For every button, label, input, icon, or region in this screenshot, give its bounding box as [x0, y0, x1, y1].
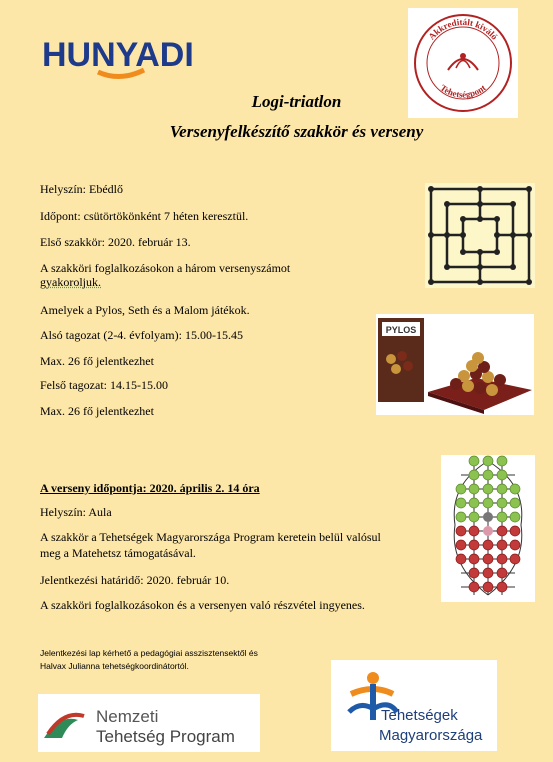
verseny-idopont: A verseny időpontja: 2020. április 2. 14 óra [40, 481, 260, 495]
info-felso-tagozat: Felső tagozat: 14.15-15.00 [40, 378, 168, 392]
tm-line-1: Tehetségek [381, 707, 458, 724]
ntp-line-1: Nemzeti [96, 707, 159, 726]
info-gyakorol-2: gyakoroljuk. [40, 275, 101, 289]
page-title: Logi-triatlon [251, 92, 342, 111]
footer-note-1: Jelentkezési lap kérhető a pedagógiai asszisztensektől és [40, 648, 258, 658]
verseny-helyszin: Helyszín: Aula [40, 505, 112, 519]
info-jatekok: Amelyek a Pylos, Seth és a Malom játékok. [40, 303, 250, 317]
tehetsegek-magyarorszaga-logo [331, 660, 497, 751]
info-also-tagozat: Alsó tagozat (2-4. évfolyam): 15.00-15.45 [40, 328, 243, 342]
badge-top-text: Akkreditált kiváló [426, 16, 500, 42]
info-helyszin: Helyszín: Ebédlő [40, 182, 123, 196]
badge-bottom-text: Tehetségpont [438, 82, 488, 100]
pylos-game-image [376, 314, 534, 415]
hunyadi-logo [40, 28, 200, 88]
info-idopont: Időpont: csütörtökönként 7 héten keresztül. [40, 209, 249, 223]
verseny-hatarido: Jelentkezési határidő: 2020. február 10. [40, 573, 230, 587]
info-max-1: Max. 26 fő jelentkezhet [40, 354, 154, 368]
ntp-line-2: Tehetség Program [96, 727, 235, 746]
footer-note-2: Halvax Julianna tehetségkoordinátortól. [40, 661, 189, 671]
tm-line-2: Magyarországa [379, 727, 483, 744]
seth-board-image [441, 455, 535, 602]
nemzeti-tehetseg-program-logo [38, 694, 260, 752]
info-max-2: Max. 26 fő jelentkezhet [40, 404, 154, 418]
info-gyakorol-1: A szakköri foglalkozásokon a három versenyszámot [40, 261, 291, 275]
verseny-ingyenes: A szakköri foglalkozásokon és a versenyen való részvétel ingyenes. [40, 598, 365, 612]
verseny-program-1: A szakkör a Tehetségek Magyarországa Program keretein belül valósul [40, 530, 381, 544]
verseny-program-2: meg a Matehetsz támogatásával. [40, 546, 196, 560]
malom-board-image [425, 183, 535, 288]
page-subtitle: Versenyfelkészítő szakkör és verseny [169, 122, 424, 141]
hunyadi-logo-text: HUNYADI [42, 36, 194, 74]
info-elso-szakkor: Első szakkör: 2020. február 13. [40, 235, 191, 249]
pylos-box-label: PYLOS [385, 325, 417, 335]
